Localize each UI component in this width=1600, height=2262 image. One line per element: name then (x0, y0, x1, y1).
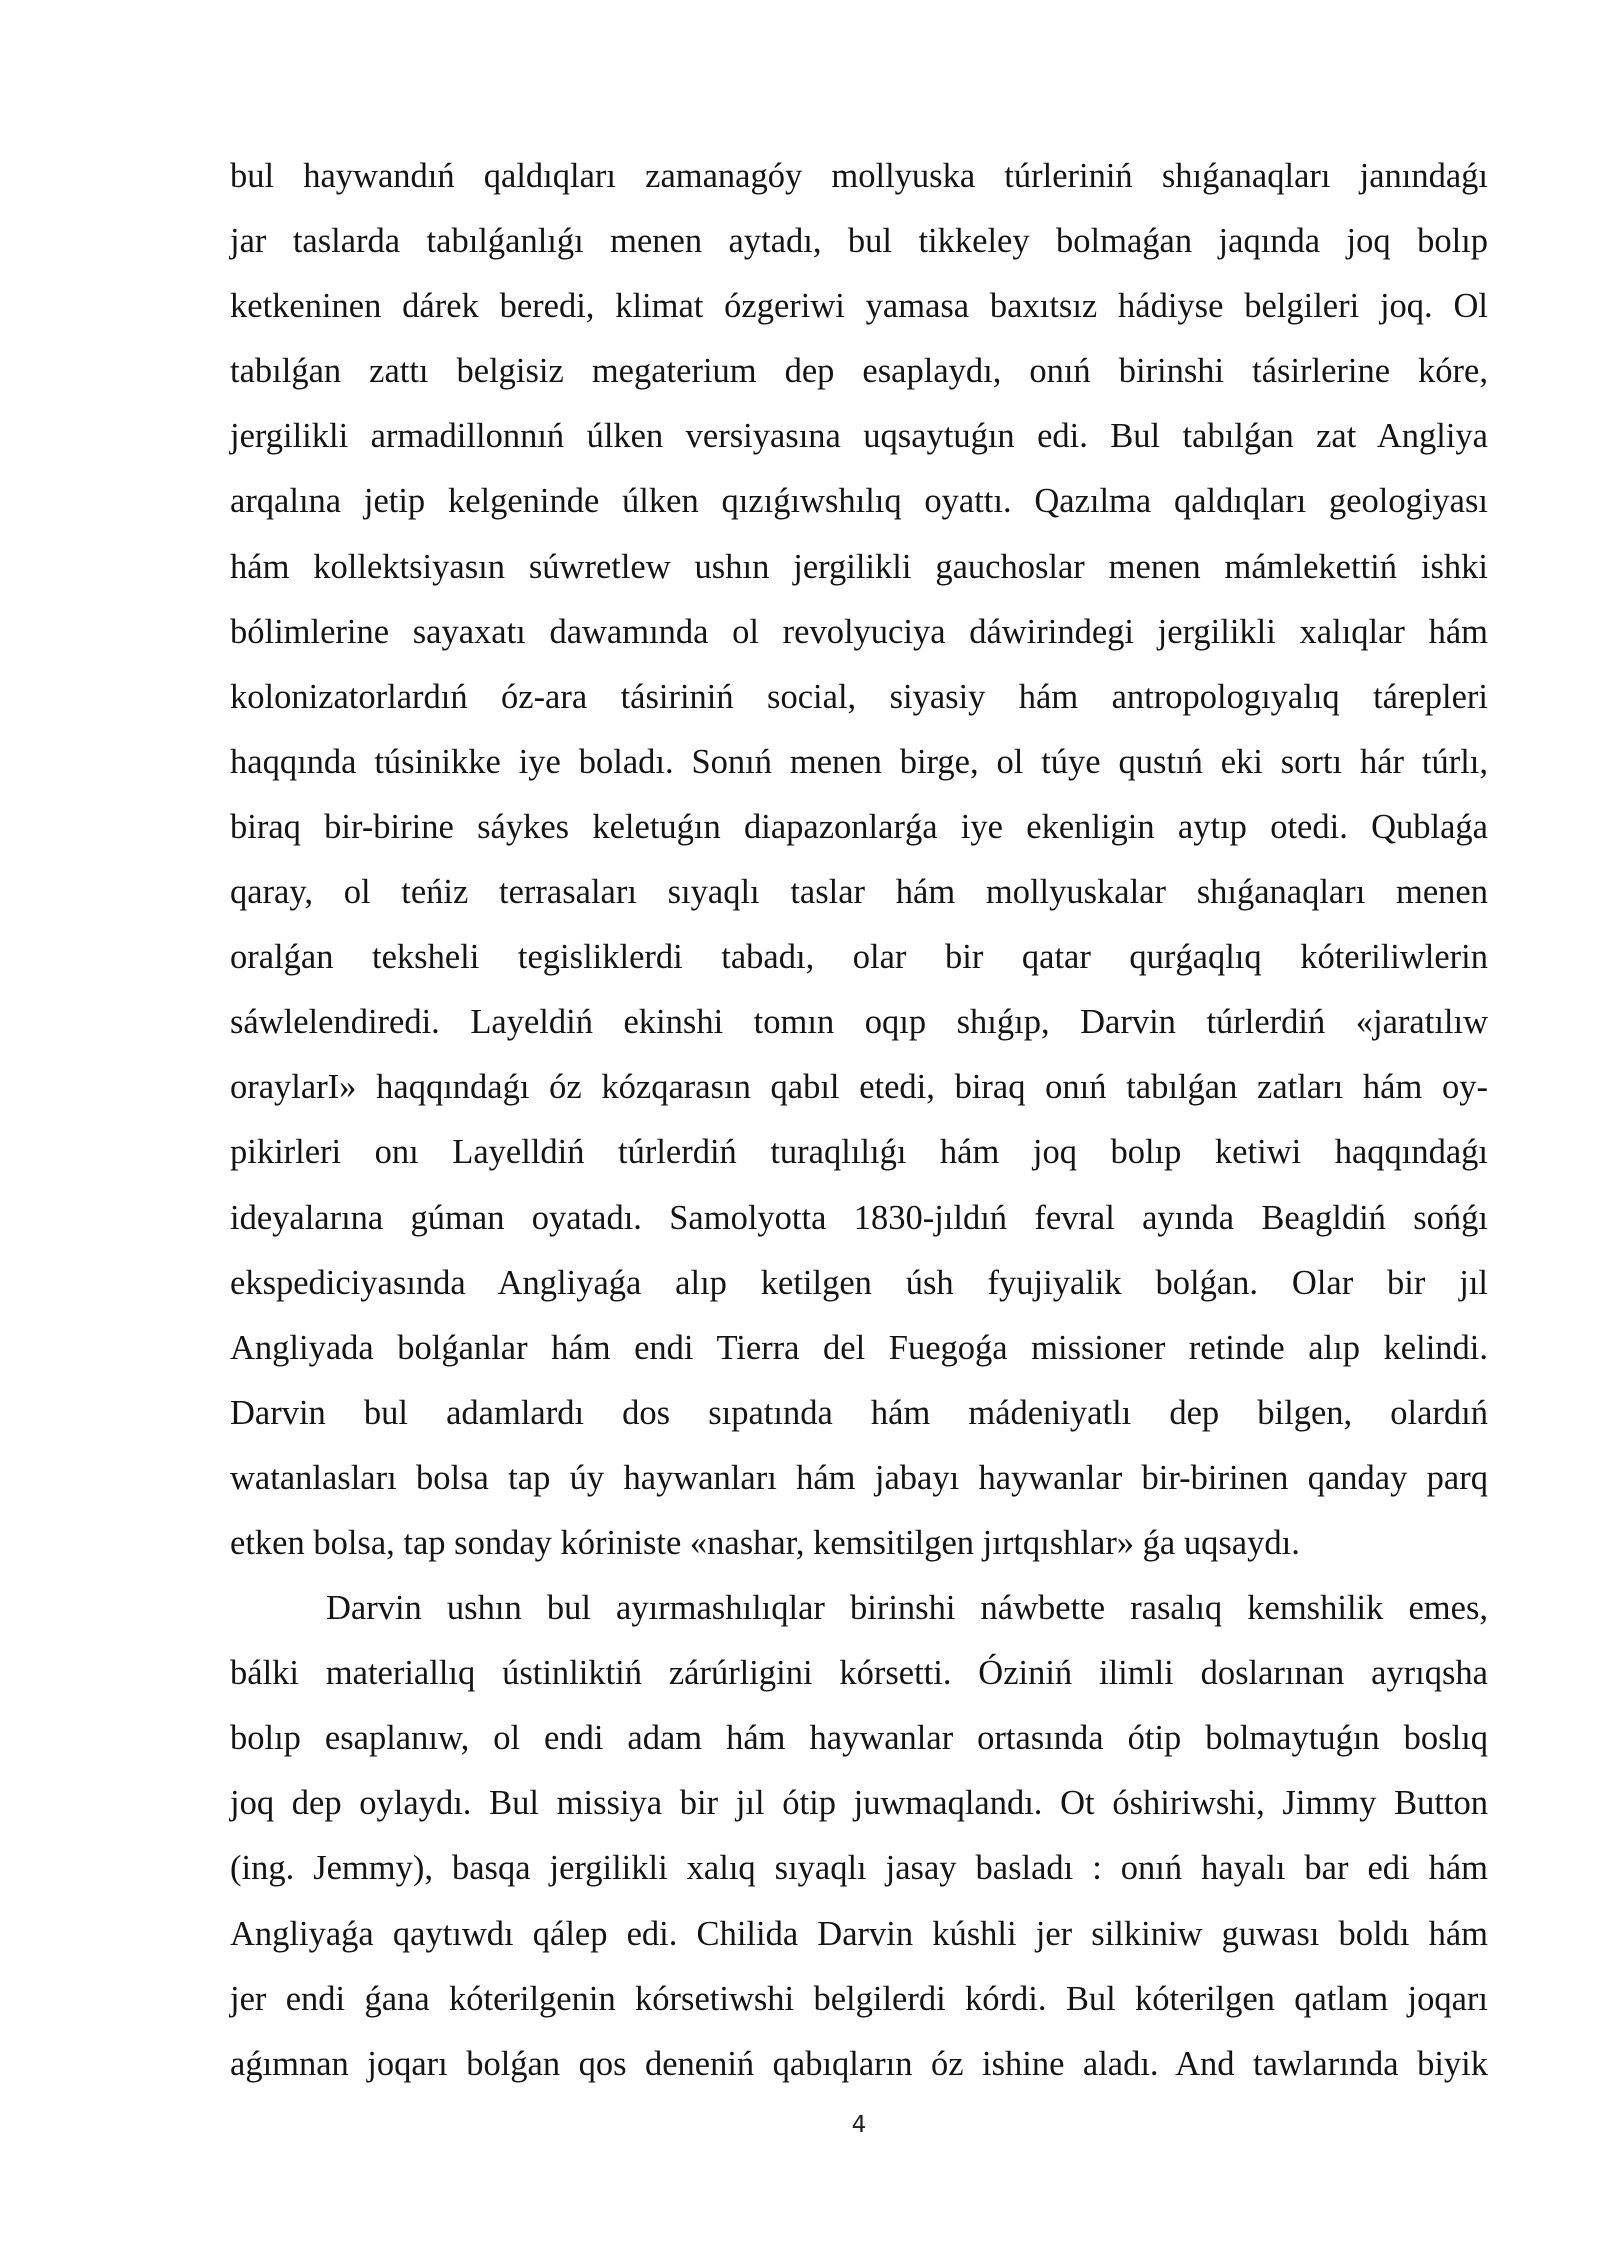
text-line: bálki materiallıq ústinliktiń zárúrligini kórsetti. Óziniń ilimli doslarınan ayrıqsha (230, 1654, 1488, 1693)
text-line: oralǵan teksheli tegisliklerdi tabadı, olar bir qatar qurǵaqlıq kóteriliwlerin (230, 938, 1488, 977)
text-line: arqalına jetip kelgeninde úlken qızıǵıwshılıq oyattı. Qazılma qaldıqları geologiyası (230, 482, 1488, 521)
page-number: 4 (851, 2112, 867, 2138)
text-line: jergilikli armadillonnıń úlken versiyasına uqsaytuǵın edi. Bul tabılǵan zat Angliya (230, 417, 1488, 456)
paragraph-1 (230, 144, 1488, 1576)
text-line: tabılǵan zattı belgisiz megaterium dep esaplaydı, onıń birinshi tásirlerine kóre, (230, 352, 1488, 391)
text-line: jer endi ǵana kóterilgenin kórsetiwshi belgilerdi kórdi. Bul kóterilgen qatlam joqarı (230, 1979, 1488, 2018)
text-line: ketkeninen dárek beredi, klimat ózgeriwi yamasa baxıtsız hádiyse belgileri joq. Ol (230, 287, 1488, 326)
text-line: watanlasları bolsa tap úy haywanları hám jabayı haywanlar bir-birinen qanday parq (230, 1458, 1488, 1497)
text-line: kolonizatorlardıń óz-ara tásiriniń social, siyasiy hám antropologıyalıq tárepleri (230, 677, 1488, 716)
text-line: biraq bir-birine sáykes keletuǵın diapazonlarǵa iye ekenligin aytıp otedi. Qublaǵa (230, 807, 1488, 846)
text-line: bul haywandıń qaldıqları zamanagóy mollyuska túrleriniń shıǵanaqları janındaǵı (230, 157, 1488, 195)
text-line: haqqında túsinikke iye boladı. Sonıń menen birge, ol túye qustıń eki sortı hár túrlı, (230, 742, 1488, 781)
text-line: pikirleri onı Layelldiń túrlerdiń turaqlılıǵı hám joq bolıp ketiwi haqqındaǵı (230, 1133, 1488, 1172)
text-line: hám kollektsiyasın súwretlew ushın jergilikli gauchoslar menen mámlekettiń ishki (230, 547, 1488, 586)
text-line: etken bolsa, tap sonday kóriniste «nashar, kemsitilgen jırtqıshlar» ǵa uqsaydı. (230, 1523, 1300, 1562)
text-line: joq dep oylaydı. Bul missiya bir jıl ótip juwmaqlandı. Ot óshiriwshi, Jimmy Button (230, 1784, 1488, 1823)
text-line: Darvin ushın bul ayırmashılıqlar birinshi náwbette rasalıq kemshilik emes, (326, 1589, 1488, 1628)
text-line: bolıp esaplanıw, ol endi adam hám haywanlar ortasında ótip bolmaytuǵın boslıq (230, 1719, 1488, 1758)
body-text (230, 144, 1488, 2097)
text-line: Darvin bul adamlardı dos sıpatında hám mádeniyatlı dep bilgen, olardıń (230, 1393, 1488, 1432)
text-line: oraylarI» haqqındaǵı óz kózqarasın qabıl etedi, biraq onıń tabılǵan zatları hám oy- (230, 1068, 1488, 1107)
text-line: Angliyada bolǵanlar hám endi Tierra del Fuegoǵa missioner retinde alıp kelindi. (230, 1328, 1488, 1367)
text-line: jar taslarda tabılǵanlıǵı menen aytadı, bul tikkeley bolmaǵan jaqında joq bolıp (230, 222, 1488, 261)
text-line: aǵımnan joqarı bolǵan qos deneniń qabıqların óz ishine aladı. And tawlarında biyik (230, 2044, 1488, 2083)
text-line: sáwlelendiredi. Layeldiń ekinshi tomın oqıp shıǵıp, Darvin túrlerdiń «jaratılıw (230, 1003, 1488, 1042)
text-line: (ing. Jemmy), basqa jergilikli xalıq sıyaqlı jasay basladı : onıń hayalı bar edi hám (230, 1849, 1488, 1888)
text-line: Angliyaǵa qaytıwdı qálep edi. Chilida Darvin kúshli jer silkiniw guwası boldı hám (230, 1914, 1488, 1953)
text-line: ideyalarına gúman oyatadı. Samolyotta 1830-jıldıń fevral ayında Beagldiń sońǵı (230, 1198, 1488, 1237)
text-line: ekspediciyasında Angliyaǵa alıp ketilgen úsh fyujiyalik bolǵan. Olar bir jıl (230, 1263, 1488, 1302)
text-line: qaray, ol teńiz terrasaları sıyaqlı taslar hám mollyuskalar shıǵanaqları menen (230, 873, 1488, 912)
text-line: bólimlerine sayaxatı dawamında ol revolyuciya dáwirindegi jergilikli xalıqlar hám (230, 612, 1488, 651)
paragraph-2 (230, 1576, 1488, 2097)
